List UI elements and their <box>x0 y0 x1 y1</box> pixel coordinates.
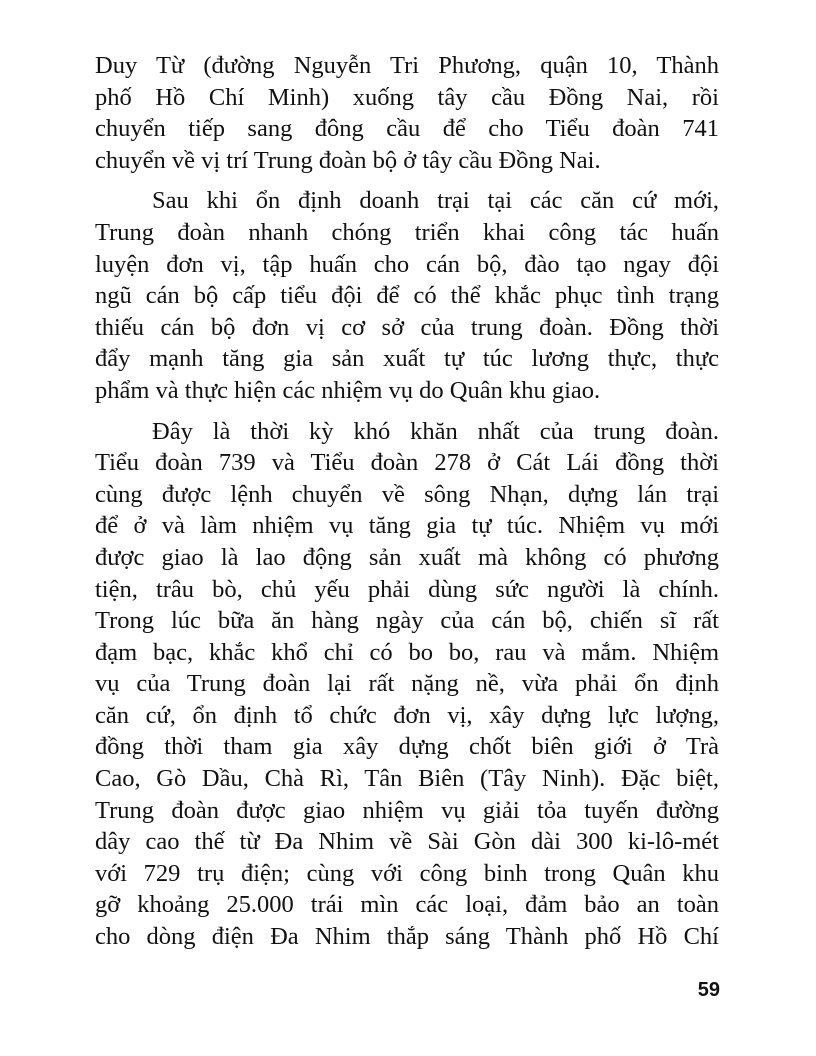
text-line: phẩm và thực hiện các nhiệm vụ do Quân khu giao. <box>95 376 601 404</box>
text-line: tiện, trâu bò, chủ yếu phải dùng sức người là chính. <box>95 575 719 603</box>
text-line: căn cứ, ổn định tổ chức đơn vị, xây dựng lực lượng, <box>95 701 719 729</box>
text-line: ngũ cán bộ cấp tiểu đội để có thể khắc phục tình trạng <box>95 282 719 310</box>
text-line: chuyển về vị trí Trung đoàn bộ ở tây cầu Đồng Nai. <box>95 146 601 174</box>
text-line: đạm bạc, khắc khổ chỉ có bo bo, rau và mắm. Nhiệm <box>95 638 719 666</box>
text-line: luyện đơn vị, tập huấn cho cán bộ, đào tạo ngay đội <box>95 250 719 278</box>
paragraph-gap <box>95 176 719 185</box>
paragraph <box>95 416 719 953</box>
text-line: cho dòng điện Đa Nhim thắp sáng Thành phố Hồ Chí <box>95 923 719 951</box>
text-line: chuyển tiếp sang đông cầu để cho Tiểu đoàn 741 <box>95 115 719 143</box>
paragraph <box>95 185 719 406</box>
text-line: Duy Từ (đường Nguyễn Tri Phương, quận 10, Thành <box>95 52 719 79</box>
text-line: Trong lúc bữa ăn hàng ngày của cán bộ, chiến sĩ rất <box>95 607 719 635</box>
text-line: Đây là thời kỳ khó khăn nhất của trung đoàn. <box>152 417 719 445</box>
text-line: Tiểu đoàn 739 và Tiểu đoàn 278 ở Cát Lái đồng thời <box>95 449 719 477</box>
text-line: Trung đoàn nhanh chóng triển khai công tác huấn <box>95 218 719 246</box>
text-line: được giao là lao động sản xuất mà không có phương <box>95 543 719 571</box>
text-line: Trung đoàn được giao nhiệm vụ giải tỏa tuyến đường <box>95 796 719 824</box>
paragraph <box>95 50 719 176</box>
page-number: 59 <box>697 979 720 1001</box>
text-line: đồng thời tham gia xây dựng chốt biên giới ở Trà <box>95 733 719 761</box>
text-line: Cao, Gò Dầu, Chà Rì, Tân Biên (Tây Ninh). Đặc biệt, <box>95 765 719 793</box>
text-line: đẩy mạnh tăng gia sản xuất tự túc lương thực, thực <box>95 345 719 373</box>
text-line: thiếu cán bộ đơn vị cơ sở của trung đoàn. Đồng thời <box>95 313 719 341</box>
text-line: với 729 trụ điện; cùng với công binh trong Quân khu <box>95 859 719 887</box>
text-line: để ở và làm nhiệm vụ tăng gia tự túc. Nhiệm vụ mới <box>95 512 719 540</box>
text-line: dây cao thế từ Đa Nhim về Sài Gòn dài 300 ki-lô-mét <box>95 828 719 856</box>
text-line: vụ của Trung đoàn lại rất nặng nề, vừa phải ổn định <box>95 670 719 698</box>
text-line: gỡ khoảng 25.000 trái mìn các loại, đảm bảo an toàn <box>95 891 719 919</box>
text-line: phố Hồ Chí Minh) xuống tây cầu Đồng Nai, rồi <box>95 83 719 111</box>
text-line: cùng được lệnh chuyển về sông Nhạn, dựng lán trại <box>95 480 719 508</box>
paragraph-gap <box>95 407 719 416</box>
text-line: Sau khi ổn định doanh trại tại các căn cứ mới, <box>152 187 719 215</box>
body-text <box>95 50 719 953</box>
